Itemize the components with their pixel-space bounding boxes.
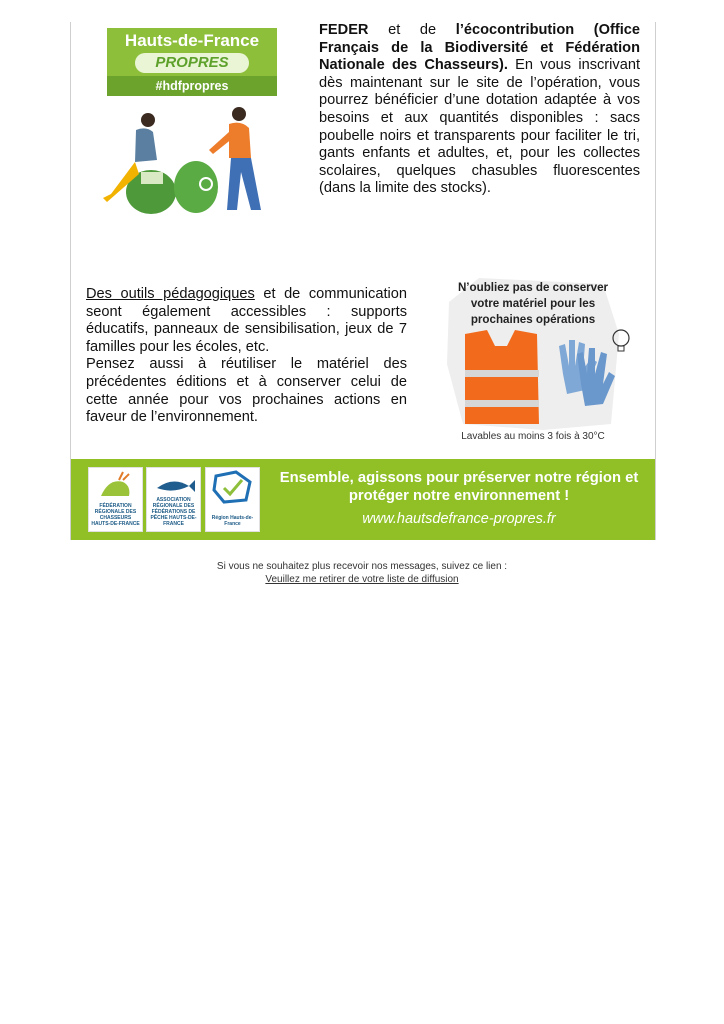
newsletter-card [70, 22, 656, 540]
peche-logo-text: ASSOCIATION RÉGIONALE DES FÉDÉRATIONS DE PÊCHE HAUTS-DE-FRANCE [150, 497, 197, 527]
deer-icon [89, 468, 142, 502]
p1-text-b: En vous inscrivant dès maintenant sur le site de l’opération, vous pourrez bénéficier d’une dotation adaptée à vos besoins et aux quantités disponibles : sacs poubelle noirs et transparents pour faciliter le tri, gants enfants et adultes, et, pour les collectes scolaires, quelques chasubles fluorescentes (dans la limite des stocks). [319, 57, 640, 197]
logo-title: Hauts-de-France [124, 31, 260, 50]
p2-text-b: Pensez aussi à réutiliser le matériel des précédentes éditions et à conserver celui de cette année pour vos prochaines actions en faveur de l’environnement. [86, 356, 407, 426]
chasseurs-logo [88, 467, 143, 532]
feder-bold: FEDER [319, 22, 369, 38]
region-logo-text: Région Hauts-de-France [211, 515, 254, 527]
peche-logo [146, 467, 201, 532]
region-map-icon [206, 468, 259, 508]
volunteers-illustration [91, 102, 291, 217]
outils-pedagogiques-link[interactable]: Des outils pédagogiques [86, 286, 255, 302]
region-logo [205, 467, 260, 532]
p1-text-a: et de [368, 22, 456, 38]
unsubscribe-section [0, 561, 724, 586]
logo-hashtag: #hdfpropres [107, 76, 277, 96]
paragraph-dotation [319, 22, 640, 198]
unsubscribe-text: Si vous ne souhaitez plus recevoir nos messages, suivez ce lien : [216, 561, 508, 572]
chasseurs-logo-text: FÉDÉRATION RÉGIONALE DES CHASSEURS HAUTS-DE-FRANCE [91, 503, 140, 527]
footer-banner [71, 459, 655, 540]
logo-subtitle: PROPRES [135, 53, 249, 73]
unsubscribe-link[interactable]: Veuillez me retirer de votre liste de diffusion [265, 573, 459, 585]
footer-slogan: Ensemble, agissons pour préserver notre région et protéger notre environnement ! [279, 470, 639, 504]
materiel-reminder-image [443, 274, 639, 449]
p2-text-a: et de communication seont également accessibles : supports éducatifs, panneaux de sensibilisation, jeux de 7 familles pour les écoles, etc. [86, 286, 407, 355]
bubble-caption: Lavables au moins 3 fois à 30°C [461, 431, 605, 442]
footer-website-link[interactable]: www.hautsdefrance-propres.fr [362, 511, 556, 527]
paragraph-outils [86, 286, 407, 427]
bubble-title: N’oubliez pas de conserver votre matériel pour les prochaines opérations [457, 281, 609, 326]
ecocontribution-bold: l’écocontribution (Office Français de la Biodiversité et Fédération Nationale des Chasseurs). [319, 22, 640, 74]
hdf-propres-logo [107, 28, 277, 96]
